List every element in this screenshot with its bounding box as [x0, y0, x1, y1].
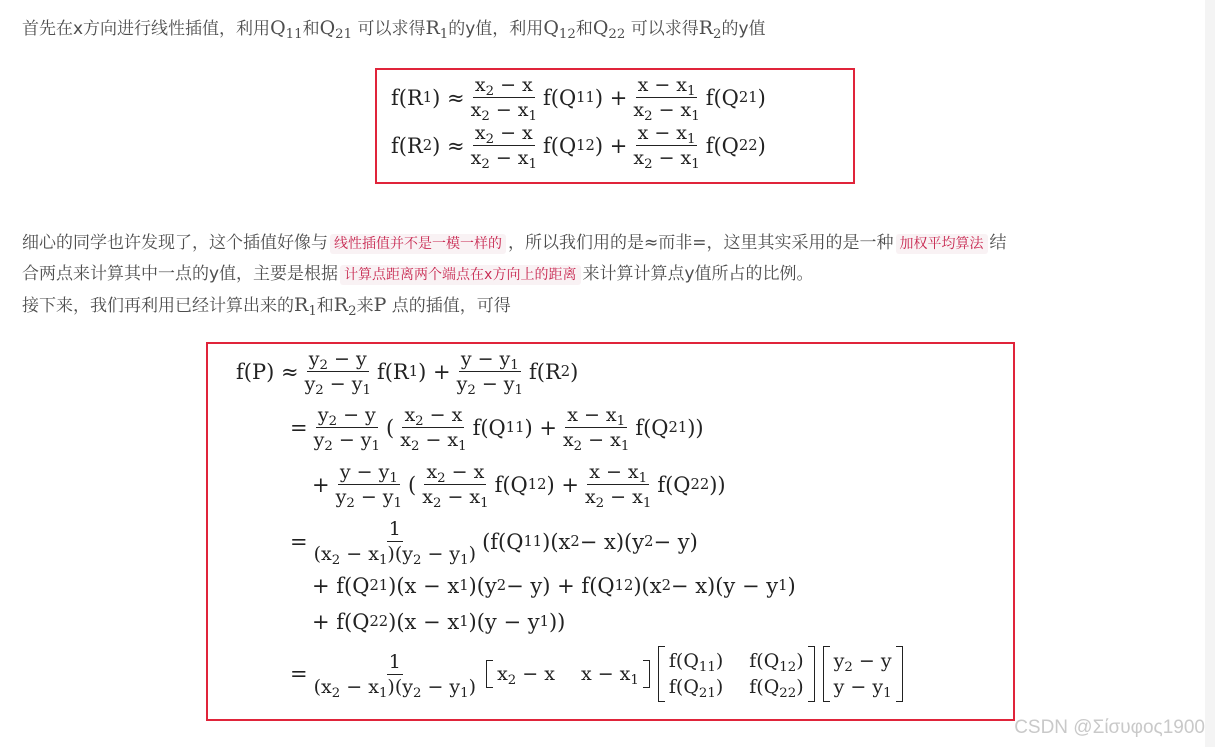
- fraction: $\frac{x - x_1}{x_2 - x_1}$: [633, 74, 700, 124]
- math-Q11: $Q_{11}$: [270, 17, 303, 42]
- fraction: $\frac{y_2 - y}{y_2 - y_1}$: [304, 348, 371, 398]
- formula-f-R2: f(R 2 ) ≈ $\frac{x_2 - x}{x_2 - x_1}$ f(Q 12 ) + $\frac{x - x_1}{x_2 - x_1}$ f(Q 22 ): [391, 122, 766, 172]
- paragraph-x-interpolation: 首先在x方向进行线性插值，利用$Q_{11}$和$Q_{21}$ 可以求得$R_1$的y值，利用$Q_{12}$和$Q_{22}$ 可以求得$R_2$的y值: [22, 17, 766, 42]
- formula-line-6: + f(Q 22 )(x − x 1 )(y − y 1 )): [312, 610, 566, 634]
- math-P: P: [373, 294, 387, 316]
- formula-line-4: = $\frac{1}{(x_2 - x_1)(y_2 - y_1)}$ (f(Q 11 )(x 2 − x)(y 2 − y): [290, 518, 698, 568]
- math-R2: $R_2$: [698, 17, 722, 42]
- q-matrix: $f(Q_{11})$ $f(Q_{12})$ $f(Q_{21})$ $f(Q_{22})$: [658, 646, 815, 702]
- paragraph-y-interpolation: 接下来，我们再利用已经计算出来的$R_1$和$R_2$来P 点的插值，可得: [22, 294, 511, 319]
- column-vector: $y_2 - y$ $y - y_1$: [823, 646, 903, 702]
- scrollbar[interactable]: [1205, 0, 1215, 747]
- fraction: $\frac{x - x_1}{x_2 - x_1}$: [584, 461, 652, 511]
- formula-line-5: + f(Q 21 )(x − x 1 )(y 2 − y) + f(Q 12 )(x 2 − x)(y − y 1 ): [312, 574, 796, 598]
- inline-code-linear-interp: 线性插值并不是一模一样的: [330, 234, 506, 254]
- math-R1: $R_1$: [294, 294, 317, 319]
- math-Q22: $Q_{22}$: [592, 17, 626, 42]
- paragraph-weighted-average-line1: 细心的同学也许发现了，这个插值好像与 线性插值并不是一模一样的 ，所以我们用的是≈而非=，这里其实采用的是一种 加权平均算法 结: [22, 233, 1007, 253]
- fraction: $\frac{y - y_1}{y_2 - y_1}$: [456, 348, 523, 398]
- fraction: $\frac{x_2 - x}{x_2 - x_1}$: [470, 74, 537, 124]
- fraction: $\frac{y_2 - y}{y_2 - y_1}$: [313, 404, 381, 454]
- inline-code-weighted-average: 加权平均算法: [896, 234, 988, 254]
- formula-line-2: = $\frac{y_2 - y}{y_2 - y_1}$ ( $\frac{x_2 - x}{x_2 - x_1}$ f(Q 11 ) + $\frac{x - x_1}{x_2 - x_1}$ f(Q 21 )): [290, 404, 704, 454]
- row-vector: $x_2 - x$ $x - x_1$: [486, 660, 650, 688]
- fraction: $\frac{x_2 - x}{x_2 - x_1}$: [470, 122, 537, 172]
- fraction: $\frac{x_2 - x}{x_2 - x_1}$: [422, 461, 489, 511]
- fraction: $\frac{x - x_1}{x_2 - x_1}$: [562, 404, 630, 454]
- paragraph-weighted-average-line2: 合两点来计算其中一点的y值，主要是根据 计算点距离两个端点在x方向上的距离 来计算计算点y值所占的比例。: [22, 264, 814, 284]
- math-Q12: $Q_{12}$: [543, 17, 576, 42]
- inline-code-distance: 计算点距离两个端点在x方向上的距离: [340, 265, 580, 285]
- formula-line-1: f(P) ≈ $\frac{y_2 - y}{y_2 - y_1}$ f(R 1 ) + $\frac{y - y_1}{y_2 - y_1}$ f(R 2 ): [236, 348, 579, 398]
- formula-box-r1-r2: [375, 68, 855, 184]
- math-R1: $R_1$: [425, 17, 449, 42]
- formula-line-3: + $\frac{y - y_1}{y_2 - y_1}$ ( $\frac{x_2 - x}{x_2 - x_1}$ f(Q 12 ) + $\frac{x - x_1}{x_2 - x_1}$ f(Q 22 )): [312, 461, 726, 511]
- fraction: $\frac{x_2 - x}{x_2 - x_1}$: [400, 404, 467, 454]
- math-R2: $R_2$: [333, 294, 357, 319]
- formula-line-7-matrix: = $\frac{1}{(x_2 - x_1)(y_2 - y_1)}$ $x_2 - x$ $x - x_1$ $f(Q_{11})$ $f(Q_{12})$ $f(Q_{21})$ $f(Q_{22})$ $y_2 - y$ $y - y_1$: [290, 646, 907, 702]
- fraction: $\frac{x - x_1}{x_2 - x_1}$: [633, 122, 700, 172]
- formula-box-f-P: [206, 342, 1015, 721]
- fraction: $\frac{y - y_1}{y_2 - y_1}$: [335, 461, 403, 511]
- math-Q21: $Q_{21}$: [319, 17, 353, 42]
- formula-f-R1: f(R 1 ) ≈ $\frac{x_2 - x}{x_2 - x_1}$ f(Q 11 ) + $\frac{x - x_1}{x_2 - x_1}$ f(Q 21 ): [391, 74, 766, 124]
- fraction: $\frac{1}{(x_2 - x_1)(y_2 - y_1)}$: [313, 650, 477, 701]
- fraction: $\frac{1}{(x_2 - x_1)(y_2 - y_1)}$: [313, 518, 477, 568]
- csdn-watermark: CSDN @Σίσυφος1900: [1014, 717, 1205, 738]
